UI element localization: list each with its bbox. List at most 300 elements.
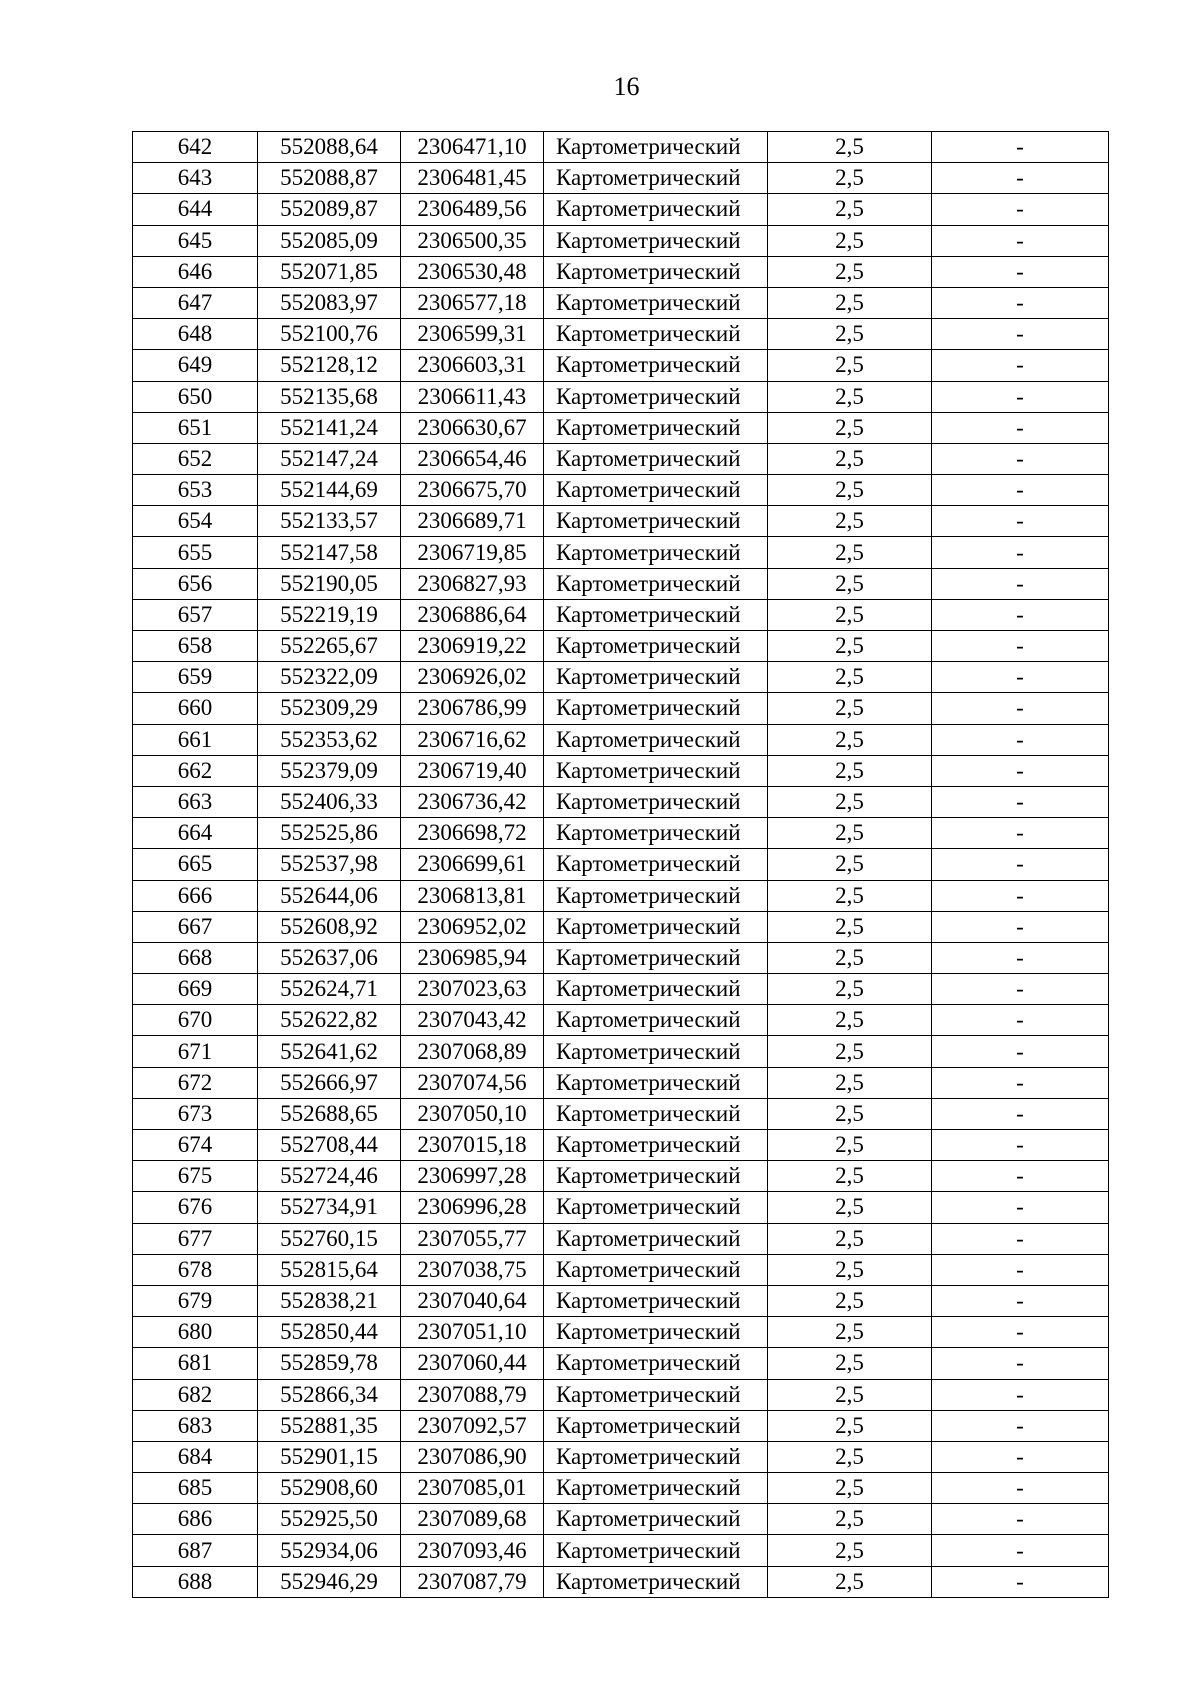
table-row — [133, 1285, 1109, 1316]
coordinate-x-cell: 552135,68 — [258, 381, 401, 412]
table-row — [133, 1317, 1109, 1348]
note-cell: - — [932, 755, 1109, 786]
method-cell: Картометрический — [544, 942, 768, 973]
table-row — [133, 256, 1109, 287]
coordinate-x-cell: 552641,62 — [258, 1036, 401, 1067]
accuracy-cell: 2,5 — [768, 381, 932, 412]
coordinate-y-cell: 2307050,10 — [401, 1098, 544, 1129]
method-cell: Картометрический — [544, 631, 768, 662]
point-number-cell: 666 — [133, 880, 258, 911]
table-row — [133, 786, 1109, 817]
point-number-cell: 678 — [133, 1254, 258, 1285]
accuracy-cell: 2,5 — [768, 693, 932, 724]
coordinate-x-cell: 552644,06 — [258, 880, 401, 911]
table-row — [133, 443, 1109, 474]
coordinate-y-cell: 2306698,72 — [401, 818, 544, 849]
note-cell: - — [932, 475, 1109, 506]
point-number-cell: 647 — [133, 287, 258, 318]
coordinate-y-cell: 2307089,68 — [401, 1504, 544, 1535]
method-cell: Картометрический — [544, 163, 768, 194]
point-number-cell: 675 — [133, 1161, 258, 1192]
point-number-cell: 683 — [133, 1410, 258, 1441]
accuracy-cell: 2,5 — [768, 818, 932, 849]
coordinate-x-cell: 552708,44 — [258, 1130, 401, 1161]
coordinate-x-cell: 552624,71 — [258, 974, 401, 1005]
coordinate-x-cell: 552141,24 — [258, 412, 401, 443]
accuracy-cell: 2,5 — [768, 287, 932, 318]
table-row — [133, 942, 1109, 973]
point-number-cell: 663 — [133, 786, 258, 817]
accuracy-cell: 2,5 — [768, 1130, 932, 1161]
accuracy-cell: 2,5 — [768, 132, 932, 163]
table-row — [133, 1535, 1109, 1566]
table-row — [133, 568, 1109, 599]
method-cell: Картометрический — [544, 1285, 768, 1316]
coordinate-y-cell: 2307092,57 — [401, 1410, 544, 1441]
point-number-cell: 645 — [133, 225, 258, 256]
method-cell: Картометрический — [544, 1192, 768, 1223]
coordinate-x-cell: 552637,06 — [258, 942, 401, 973]
method-cell: Картометрический — [544, 1566, 768, 1597]
accuracy-cell: 2,5 — [768, 163, 932, 194]
method-cell: Картометрический — [544, 506, 768, 537]
method-cell: Картометрический — [544, 1441, 768, 1472]
point-number-cell: 646 — [133, 256, 258, 287]
note-cell: - — [932, 974, 1109, 1005]
point-number-cell: 655 — [133, 537, 258, 568]
note-cell: - — [932, 1566, 1109, 1597]
note-cell: - — [932, 1130, 1109, 1161]
coordinate-y-cell: 2306675,70 — [401, 475, 544, 506]
coordinate-y-cell: 2306716,62 — [401, 724, 544, 755]
point-number-cell: 665 — [133, 849, 258, 880]
coordinate-x-cell: 552088,64 — [258, 132, 401, 163]
note-cell: - — [932, 163, 1109, 194]
coordinate-x-cell: 552608,92 — [258, 911, 401, 942]
method-cell: Картометрический — [544, 537, 768, 568]
coordinate-x-cell: 552537,98 — [258, 849, 401, 880]
point-number-cell: 676 — [133, 1192, 258, 1223]
coordinate-y-cell: 2307087,79 — [401, 1566, 544, 1597]
note-cell: - — [932, 662, 1109, 693]
coordinate-y-cell: 2306689,71 — [401, 506, 544, 537]
method-cell: Картометрический — [544, 599, 768, 630]
note-cell: - — [932, 1379, 1109, 1410]
coordinate-y-cell: 2306996,28 — [401, 1192, 544, 1223]
table-row — [133, 287, 1109, 318]
accuracy-cell: 2,5 — [768, 256, 932, 287]
coordinate-x-cell: 552908,60 — [258, 1473, 401, 1504]
accuracy-cell: 2,5 — [768, 755, 932, 786]
accuracy-cell: 2,5 — [768, 443, 932, 474]
coordinate-y-cell: 2306985,94 — [401, 942, 544, 973]
method-cell: Картометрический — [544, 412, 768, 443]
coordinate-x-cell: 552815,64 — [258, 1254, 401, 1285]
table-row — [133, 319, 1109, 350]
method-cell: Картометрический — [544, 1161, 768, 1192]
coordinate-x-cell: 552525,86 — [258, 818, 401, 849]
table-row — [133, 412, 1109, 443]
coordinate-y-cell: 2306997,28 — [401, 1161, 544, 1192]
coordinates-table-body — [133, 132, 1109, 1598]
coordinate-y-cell: 2306813,81 — [401, 880, 544, 911]
accuracy-cell: 2,5 — [768, 911, 932, 942]
table-row — [133, 631, 1109, 662]
note-cell: - — [932, 1504, 1109, 1535]
point-number-cell: 682 — [133, 1379, 258, 1410]
coordinate-x-cell: 552901,15 — [258, 1441, 401, 1472]
table-row — [133, 849, 1109, 880]
accuracy-cell: 2,5 — [768, 662, 932, 693]
point-number-cell: 660 — [133, 693, 258, 724]
note-cell: - — [932, 631, 1109, 662]
point-number-cell: 677 — [133, 1223, 258, 1254]
point-number-cell: 649 — [133, 350, 258, 381]
coordinate-x-cell: 552071,85 — [258, 256, 401, 287]
coordinate-y-cell: 2306611,43 — [401, 381, 544, 412]
note-cell: - — [932, 1535, 1109, 1566]
page-number: 16 — [613, 72, 640, 101]
note-cell: - — [932, 350, 1109, 381]
point-number-cell: 642 — [133, 132, 258, 163]
method-cell: Картометрический — [544, 1379, 768, 1410]
coordinate-x-cell: 552934,06 — [258, 1535, 401, 1566]
accuracy-cell: 2,5 — [768, 1098, 932, 1129]
accuracy-cell: 2,5 — [768, 1348, 932, 1379]
coordinate-x-cell: 552128,12 — [258, 350, 401, 381]
method-cell: Картометрический — [544, 225, 768, 256]
point-number-cell: 687 — [133, 1535, 258, 1566]
coordinate-y-cell: 2306786,99 — [401, 693, 544, 724]
coordinate-x-cell: 552144,69 — [258, 475, 401, 506]
table-row — [133, 1410, 1109, 1441]
method-cell: Картометрический — [544, 662, 768, 693]
accuracy-cell: 2,5 — [768, 1535, 932, 1566]
table-row — [133, 194, 1109, 225]
method-cell: Картометрический — [544, 132, 768, 163]
coordinate-y-cell: 2306530,48 — [401, 256, 544, 287]
note-cell: - — [932, 911, 1109, 942]
note-cell: - — [932, 381, 1109, 412]
note-cell: - — [932, 1067, 1109, 1098]
coordinate-y-cell: 2307040,64 — [401, 1285, 544, 1316]
coordinate-y-cell: 2307038,75 — [401, 1254, 544, 1285]
point-number-cell: 643 — [133, 163, 258, 194]
coordinate-y-cell: 2306630,67 — [401, 412, 544, 443]
table-row — [133, 724, 1109, 755]
point-number-cell: 668 — [133, 942, 258, 973]
coordinate-y-cell: 2306489,56 — [401, 194, 544, 225]
method-cell: Картометрический — [544, 786, 768, 817]
coordinate-x-cell: 552946,29 — [258, 1566, 401, 1597]
table-row — [133, 1161, 1109, 1192]
accuracy-cell: 2,5 — [768, 319, 932, 350]
accuracy-cell: 2,5 — [768, 1379, 932, 1410]
table-row — [133, 1504, 1109, 1535]
accuracy-cell: 2,5 — [768, 412, 932, 443]
accuracy-cell: 2,5 — [768, 350, 932, 381]
coordinate-x-cell: 552406,33 — [258, 786, 401, 817]
point-number-cell: 670 — [133, 1005, 258, 1036]
coordinate-y-cell: 2307060,44 — [401, 1348, 544, 1379]
accuracy-cell: 2,5 — [768, 475, 932, 506]
coordinate-x-cell: 552085,09 — [258, 225, 401, 256]
note-cell: - — [932, 132, 1109, 163]
coordinate-y-cell: 2306471,10 — [401, 132, 544, 163]
note-cell: - — [932, 1410, 1109, 1441]
method-cell: Картометрический — [544, 350, 768, 381]
table-row — [133, 506, 1109, 537]
coordinate-x-cell: 552265,67 — [258, 631, 401, 662]
accuracy-cell: 2,5 — [768, 786, 932, 817]
coordinate-x-cell: 552666,97 — [258, 1067, 401, 1098]
method-cell: Картометрический — [544, 818, 768, 849]
note-cell: - — [932, 1161, 1109, 1192]
coordinate-x-cell: 552881,35 — [258, 1410, 401, 1441]
table-row — [133, 599, 1109, 630]
note-cell: - — [932, 942, 1109, 973]
coordinate-y-cell: 2306827,93 — [401, 568, 544, 599]
point-number-cell: 686 — [133, 1504, 258, 1535]
note-cell: - — [932, 506, 1109, 537]
table-row — [133, 1005, 1109, 1036]
coordinate-x-cell: 552724,46 — [258, 1161, 401, 1192]
method-cell: Картометрический — [544, 1067, 768, 1098]
coordinate-x-cell: 552838,21 — [258, 1285, 401, 1316]
coordinate-x-cell: 552353,62 — [258, 724, 401, 755]
coordinate-x-cell: 552866,34 — [258, 1379, 401, 1410]
coordinate-y-cell: 2306481,45 — [401, 163, 544, 194]
coordinate-x-cell: 552925,50 — [258, 1504, 401, 1535]
table-row — [133, 1379, 1109, 1410]
coordinate-x-cell: 552859,78 — [258, 1348, 401, 1379]
accuracy-cell: 2,5 — [768, 724, 932, 755]
coordinate-x-cell: 552147,24 — [258, 443, 401, 474]
point-number-cell: 656 — [133, 568, 258, 599]
point-number-cell: 662 — [133, 755, 258, 786]
method-cell: Картометрический — [544, 1317, 768, 1348]
coordinate-y-cell: 2306603,31 — [401, 350, 544, 381]
note-cell: - — [932, 599, 1109, 630]
note-cell: - — [932, 1098, 1109, 1129]
coordinate-x-cell: 552379,09 — [258, 755, 401, 786]
note-cell: - — [932, 412, 1109, 443]
coordinate-x-cell: 552190,05 — [258, 568, 401, 599]
note-cell: - — [932, 194, 1109, 225]
note-cell: - — [932, 1285, 1109, 1316]
coordinate-x-cell: 552322,09 — [258, 662, 401, 693]
method-cell: Картометрический — [544, 1223, 768, 1254]
coordinate-y-cell: 2307023,63 — [401, 974, 544, 1005]
method-cell: Картометрический — [544, 1473, 768, 1504]
note-cell: - — [932, 256, 1109, 287]
table-row — [133, 1254, 1109, 1285]
accuracy-cell: 2,5 — [768, 568, 932, 599]
method-cell: Картометрический — [544, 381, 768, 412]
coordinate-y-cell: 2307074,56 — [401, 1067, 544, 1098]
method-cell: Картометрический — [544, 1348, 768, 1379]
note-cell: - — [932, 1036, 1109, 1067]
point-number-cell: 673 — [133, 1098, 258, 1129]
table-row — [133, 880, 1109, 911]
accuracy-cell: 2,5 — [768, 1036, 932, 1067]
coordinate-x-cell: 552083,97 — [258, 287, 401, 318]
point-number-cell: 671 — [133, 1036, 258, 1067]
coordinate-y-cell: 2307055,77 — [401, 1223, 544, 1254]
note-cell: - — [932, 537, 1109, 568]
coordinate-y-cell: 2307068,89 — [401, 1036, 544, 1067]
note-cell: - — [932, 287, 1109, 318]
method-cell: Картометрический — [544, 1410, 768, 1441]
note-cell: - — [932, 724, 1109, 755]
point-number-cell: 648 — [133, 319, 258, 350]
coordinate-y-cell: 2307088,79 — [401, 1379, 544, 1410]
coordinate-y-cell: 2306699,61 — [401, 849, 544, 880]
method-cell: Картометрический — [544, 849, 768, 880]
method-cell: Картометрический — [544, 1036, 768, 1067]
coordinate-y-cell: 2306719,40 — [401, 755, 544, 786]
coordinate-x-cell: 552100,76 — [258, 319, 401, 350]
note-cell: - — [932, 443, 1109, 474]
point-number-cell: 658 — [133, 631, 258, 662]
coordinate-y-cell: 2306886,64 — [401, 599, 544, 630]
accuracy-cell: 2,5 — [768, 849, 932, 880]
table-row — [133, 350, 1109, 381]
table-row — [133, 974, 1109, 1005]
accuracy-cell: 2,5 — [768, 1504, 932, 1535]
note-cell: - — [932, 693, 1109, 724]
table-row — [133, 1036, 1109, 1067]
accuracy-cell: 2,5 — [768, 599, 932, 630]
coordinate-x-cell: 552850,44 — [258, 1317, 401, 1348]
coordinate-y-cell: 2306719,85 — [401, 537, 544, 568]
accuracy-cell: 2,5 — [768, 1566, 932, 1597]
point-number-cell: 684 — [133, 1441, 258, 1472]
note-cell: - — [932, 225, 1109, 256]
coordinate-y-cell: 2306577,18 — [401, 287, 544, 318]
coordinate-y-cell: 2306926,02 — [401, 662, 544, 693]
table-row — [133, 225, 1109, 256]
table-row — [133, 1441, 1109, 1472]
coordinate-x-cell: 552147,58 — [258, 537, 401, 568]
point-number-cell: 661 — [133, 724, 258, 755]
coordinate-x-cell: 552622,82 — [258, 1005, 401, 1036]
coordinate-y-cell: 2306654,46 — [401, 443, 544, 474]
method-cell: Картометрический — [544, 1254, 768, 1285]
point-number-cell: 685 — [133, 1473, 258, 1504]
point-number-cell: 654 — [133, 506, 258, 537]
table-row — [133, 1348, 1109, 1379]
table-row — [133, 1067, 1109, 1098]
table-row — [133, 1192, 1109, 1223]
accuracy-cell: 2,5 — [768, 225, 932, 256]
method-cell: Картометрический — [544, 1535, 768, 1566]
method-cell: Картометрический — [544, 755, 768, 786]
note-cell: - — [932, 818, 1109, 849]
coordinate-y-cell: 2307093,46 — [401, 1535, 544, 1566]
coordinate-x-cell: 552219,19 — [258, 599, 401, 630]
method-cell: Картометрический — [544, 1130, 768, 1161]
point-number-cell: 674 — [133, 1130, 258, 1161]
table-row — [133, 163, 1109, 194]
point-number-cell: 657 — [133, 599, 258, 630]
table-row — [133, 1130, 1109, 1161]
coordinate-y-cell: 2307085,01 — [401, 1473, 544, 1504]
note-cell: - — [932, 1254, 1109, 1285]
coordinate-y-cell: 2307043,42 — [401, 1005, 544, 1036]
note-cell: - — [932, 786, 1109, 817]
point-number-cell: 669 — [133, 974, 258, 1005]
accuracy-cell: 2,5 — [768, 1223, 932, 1254]
point-number-cell: 653 — [133, 475, 258, 506]
coordinate-x-cell: 552734,91 — [258, 1192, 401, 1223]
table-row — [133, 381, 1109, 412]
accuracy-cell: 2,5 — [768, 1254, 932, 1285]
coordinate-x-cell: 552309,29 — [258, 693, 401, 724]
accuracy-cell: 2,5 — [768, 1317, 932, 1348]
method-cell: Картометрический — [544, 974, 768, 1005]
method-cell: Картометрический — [544, 568, 768, 599]
note-cell: - — [932, 1441, 1109, 1472]
point-number-cell: 664 — [133, 818, 258, 849]
method-cell: Картометрический — [544, 319, 768, 350]
method-cell: Картометрический — [544, 1005, 768, 1036]
accuracy-cell: 2,5 — [768, 1161, 932, 1192]
note-cell: - — [932, 1317, 1109, 1348]
table-row — [133, 1566, 1109, 1597]
point-number-cell: 667 — [133, 911, 258, 942]
coordinate-x-cell: 552133,57 — [258, 506, 401, 537]
accuracy-cell: 2,5 — [768, 537, 932, 568]
method-cell: Картометрический — [544, 287, 768, 318]
accuracy-cell: 2,5 — [768, 1441, 932, 1472]
method-cell: Картометрический — [544, 443, 768, 474]
coordinate-x-cell: 552760,15 — [258, 1223, 401, 1254]
table-row — [133, 755, 1109, 786]
coordinate-y-cell: 2307015,18 — [401, 1130, 544, 1161]
coordinate-x-cell: 552089,87 — [258, 194, 401, 225]
coordinate-y-cell: 2307051,10 — [401, 1317, 544, 1348]
coordinate-y-cell: 2306500,35 — [401, 225, 544, 256]
coordinate-x-cell: 552688,65 — [258, 1098, 401, 1129]
method-cell: Картометрический — [544, 693, 768, 724]
note-cell: - — [932, 1473, 1109, 1504]
accuracy-cell: 2,5 — [768, 1285, 932, 1316]
table-row — [133, 662, 1109, 693]
point-number-cell: 681 — [133, 1348, 258, 1379]
point-number-cell: 650 — [133, 381, 258, 412]
coordinate-y-cell: 2307086,90 — [401, 1441, 544, 1472]
coordinates-table — [132, 131, 1109, 1598]
method-cell: Картометрический — [544, 880, 768, 911]
coordinate-y-cell: 2306599,31 — [401, 319, 544, 350]
method-cell: Картометрический — [544, 1098, 768, 1129]
note-cell: - — [932, 319, 1109, 350]
method-cell: Картометрический — [544, 256, 768, 287]
coordinate-y-cell: 2306952,02 — [401, 911, 544, 942]
method-cell: Картометрический — [544, 194, 768, 225]
accuracy-cell: 2,5 — [768, 1005, 932, 1036]
method-cell: Картометрический — [544, 724, 768, 755]
accuracy-cell: 2,5 — [768, 942, 932, 973]
note-cell: - — [932, 1005, 1109, 1036]
table-row — [133, 911, 1109, 942]
point-number-cell: 688 — [133, 1566, 258, 1597]
note-cell: - — [932, 1348, 1109, 1379]
accuracy-cell: 2,5 — [768, 194, 932, 225]
coordinate-y-cell: 2306736,42 — [401, 786, 544, 817]
table-row — [133, 537, 1109, 568]
